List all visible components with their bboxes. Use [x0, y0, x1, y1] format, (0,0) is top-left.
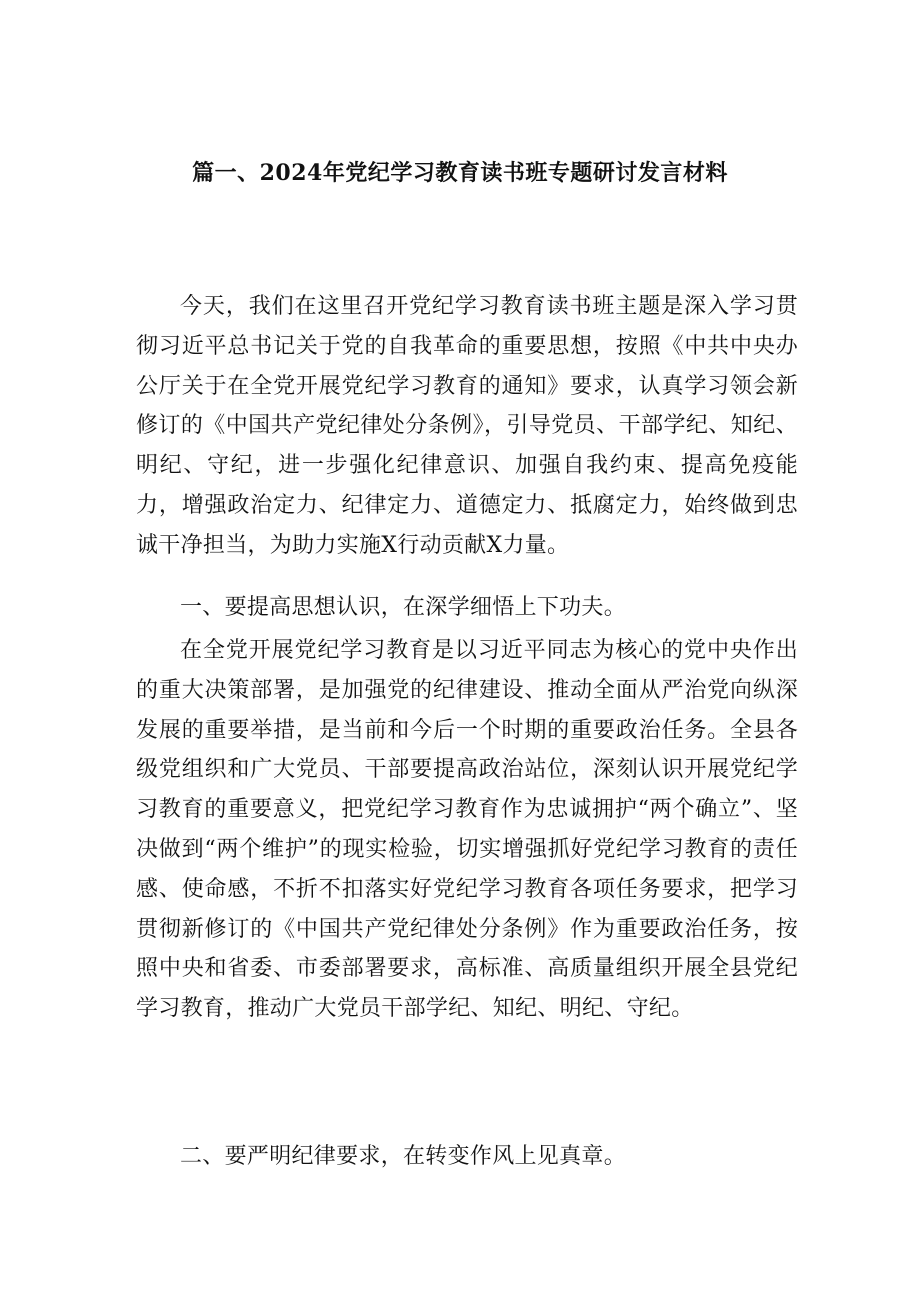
section-heading-one: 一、要提高思想认识，在深学细悟上下功夫。 — [180, 595, 627, 620]
intro-paragraph: 今天，我们在这里召开党纪学习教育读书班主题是深入学习贯彻习近平总书记关于党的自我革命的重要思想，按照《中共中央办公厅关于在全党开展党纪学习教育的通知》要求，认真学习领会新修订的《中国共产党纪律处分条例》，引导党员、干部学纪、知纪、明纪、守纪，进一步强化纪律意识、加强自我约束、提高免疫能力，增强政治定力、纪律定力、道德定力、抵腐定力，始终做到忠诚干净担当，为助力实施X行动贡献X力量。 — [136, 294, 798, 558]
document-title: 篇一、2024年党纪学习教育读书班专题研讨发言材料 — [192, 160, 728, 186]
section-heading-two: 二、要严明纪律要求，在转变作风上见真章。 — [180, 1144, 627, 1169]
section-one-paragraph: 在全党开展党纪学习教育是以习近平同志为核心的党中央作出的重大决策部署，是加强党的纪律建设、推动全面从严治党向纵深发展的重要举措，是当前和今后一个时期的重要政治任务。全县各级党组织和广大党员、干部要提高政治站位，深刻认识开展党纪学习教育的重要意义，把党纪学习教育作为忠诚拥护“两个确立”、坚决做到“两个维护”的现实检验，切实增强抓好党纪学习教育的责任感、使命感，不折不扣落实好党纪学习教育各项任务要求，把学习贯彻新修订的《中国共产党纪律处分条例》作为重要政治任务，按照中央和省委、市委部署要求，高标准、高质量组织开展全县党纪学习教育，推动广大党员干部学纪、知纪、明纪、守纪。 — [136, 638, 798, 1022]
